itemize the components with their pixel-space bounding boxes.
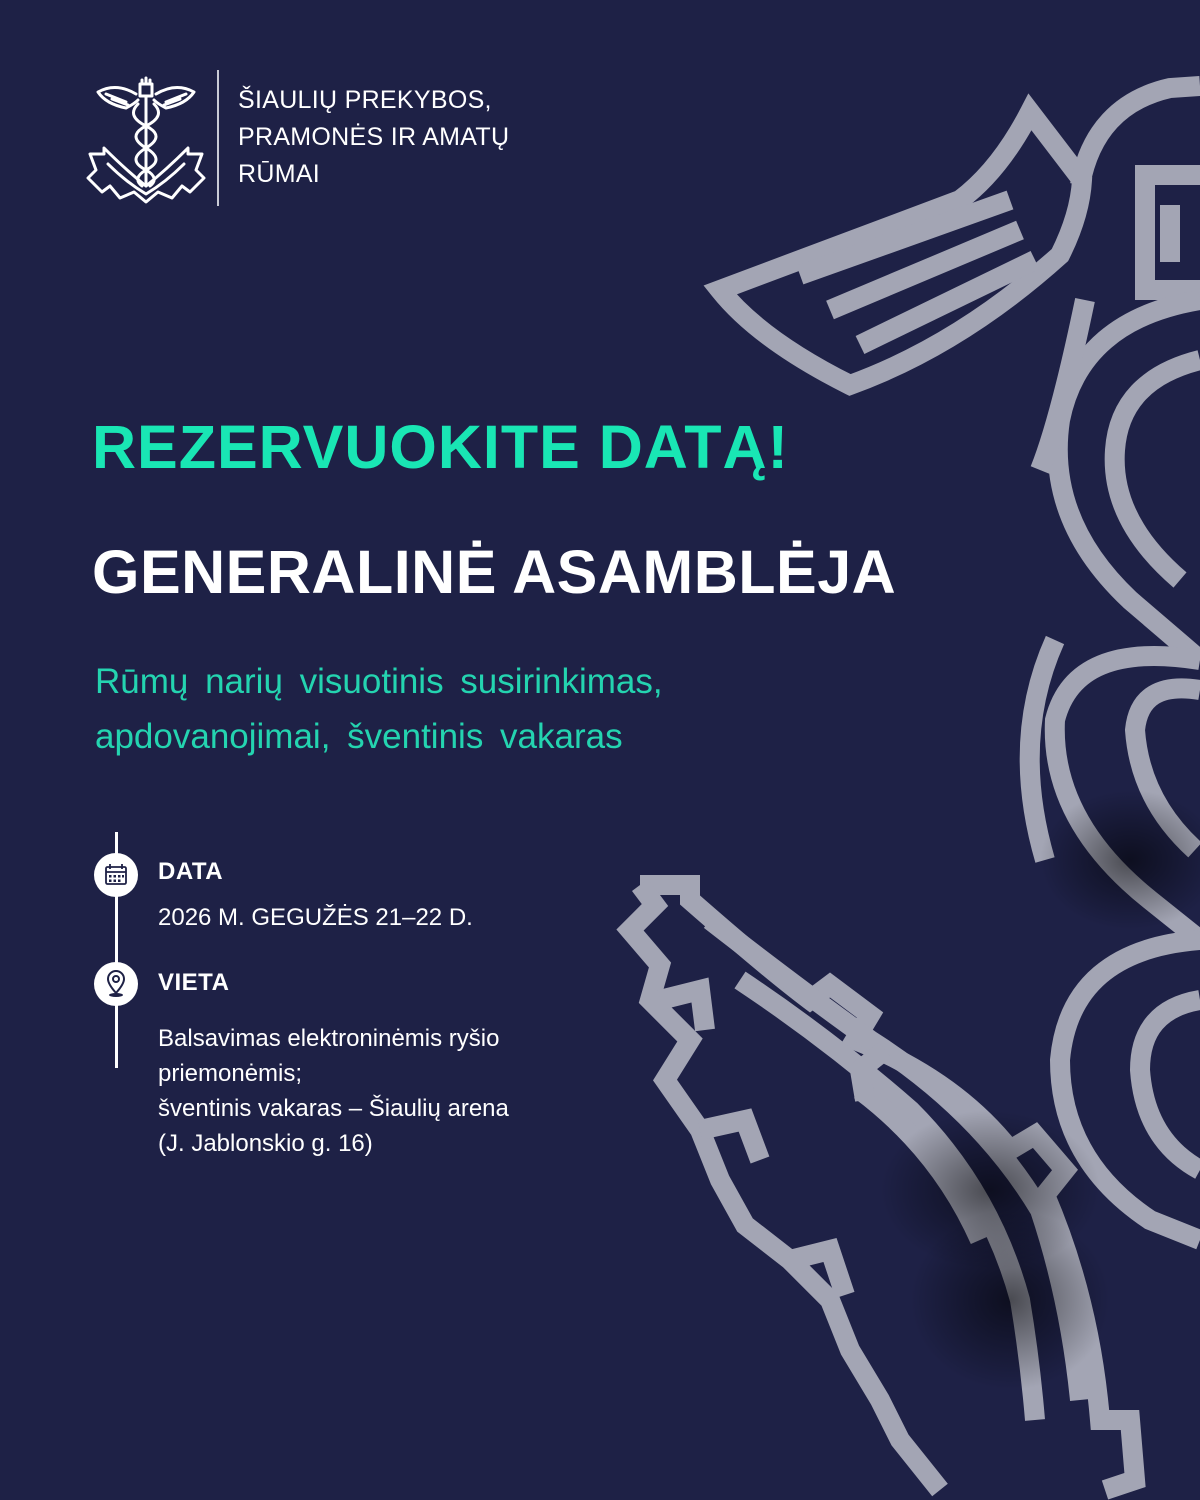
subtitle-line-2: apdovanojimai, šventinis vakaras — [95, 717, 623, 756]
venue-value-line-3: šventinis vakaras – Šiaulių arena — [158, 1095, 509, 1122]
venue-value — [158, 1021, 509, 1161]
subtitle — [95, 654, 663, 764]
date-label: DATA — [158, 858, 224, 885]
calendar-icon — [94, 853, 138, 897]
location-pin-icon — [94, 962, 138, 1006]
organization-name-line-2: PRAMONĖS IR AMATŲ — [238, 123, 510, 151]
organization-name-line-3: RŪMAI — [238, 160, 321, 188]
date-value-text: 2026 M. GEGUŽĖS 21–22 D. — [158, 904, 473, 931]
venue-value-line-4: (J. Jablonskio g. 16) — [158, 1130, 373, 1157]
organization-name — [238, 82, 509, 193]
organization-name-line-1: ŠIAULIŲ PREKYBOS, — [238, 86, 492, 114]
date-value — [158, 900, 473, 935]
venue-label: VIETA — [158, 969, 230, 996]
venue-value-line-1: Balsavimas elektroninėmis ryšio — [158, 1025, 500, 1052]
headline-kicker: REZERVUOKITE DATĄ! — [92, 413, 789, 481]
subtitle-line-1: Rūmų narių visuotinis susirinkimas, — [95, 662, 663, 701]
page-title: GENERALINĖ ASAMBLĖJA — [92, 538, 897, 606]
chamber-logo-icon — [86, 74, 206, 204]
venue-value-line-2: priemonėmis; — [158, 1060, 303, 1087]
logo-divider — [217, 70, 219, 206]
